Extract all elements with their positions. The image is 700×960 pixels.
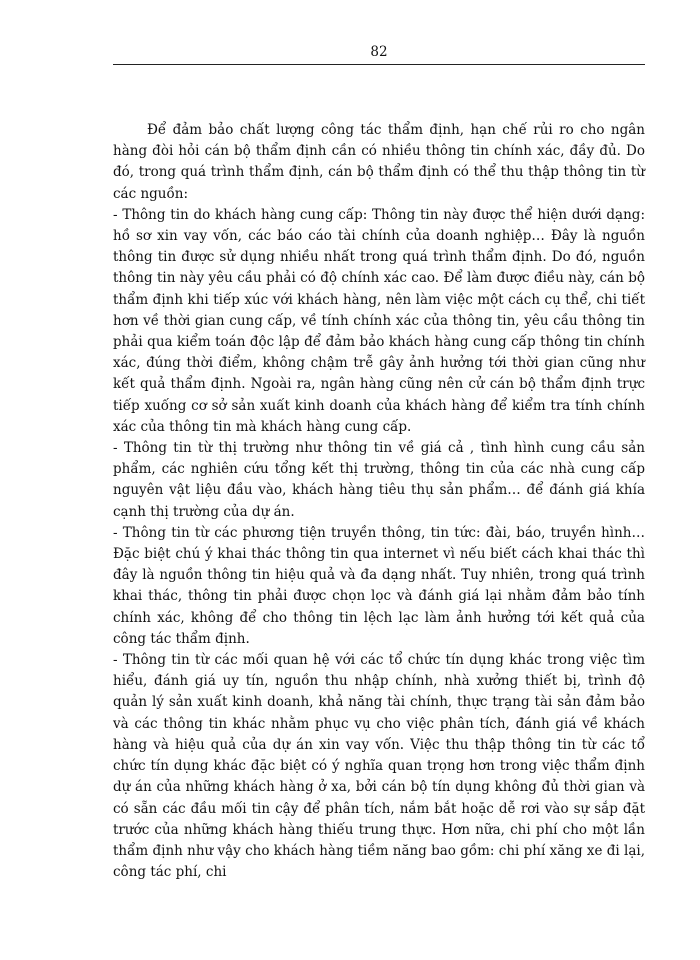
page-number: 82 (370, 44, 388, 60)
intro-paragraph: Để đảm bảo chất lượng công tác thẩm định, hạn chế rủi ro cho ngân hàng đòi hỏi cán bộ thẩm định cần có nhiều thông tin chính xác, đầy đủ. Do đó, trong quá trình thẩm định, cán bộ thẩm định có thể thu thập thông tin từ các nguồn: (113, 122, 645, 202)
source-market-paragraph: - Thông tin từ thị trường như thông tin về giá cả , tình hình cung cầu sản phẩm, các nghiên cứu tổng kết thị trường, thông tin của các nhà cung cấp nguyên vật liệu đầu vào, khách hàng tiêu thụ sản phẩm… để đánh giá khía cạnh thị trường của dự án. (113, 440, 645, 520)
source-credit-institutions-paragraph: - Thông tin từ các mối quan hệ với các tổ chức tín dụng khác trong việc tìm hiểu, đánh giá uy tín, nguồn thu nhập chính, nhà xưởng thiết bị, trình độ quản lý sản xuất kinh doanh, khả năng tài chính, thực trạng tài sản đảm bảo và các thông tin khác nhằm phục vụ cho việc phân tích, đánh giá về khách hàng và hiệu quả của dự án xin vay vốn. Việc thu thập thông tin từ các tổ chức tín dụng khác đặc biệt có ý nghĩa quan trọng hơn trong việc thẩm định dự án của những khách hàng ở xa, bởi cán bộ tín dụng không đủ thời gian và có sẵn các đầu mối tin cậy để phân tích, nắm bắt hoặc dễ rơi vào sự sắp đặt trước của những khách hàng thiếu trung thực. Hơn nữa, chi phí cho một lần thẩm định như vậy cho khách hàng tiềm năng bao gồm: chi phí xăng xe đi lại, công tác phí, chi (113, 652, 645, 881)
source-media-paragraph: - Thông tin từ các phương tiện truyền thông, tin tức: đài, báo, truyền hình… Đặc biệt chú ý khai thác thông tin qua internet vì nếu biết cách khai thác thì đây là nguồn thông tin hiệu quả và đa dạng nhất. Tuy nhiên, trong quá trình khai thác, thông tin phải được chọn lọc và đánh giá lại nhằm đảm bảo tính chính xác, không để cho thông tin lệch lạc làm ảnh hưởng tới kết quả của công tác thẩm định. (113, 524, 645, 647)
source-customer-paragraph: - Thông tin do khách hàng cung cấp: Thông tin này được thể hiện dưới dạng: hồ sơ xin vay vốn, các báo cáo tài chính của doanh nghiệp… Đây là nguồn thông tin được sử dụng nhiều nhất trong quá trình thẩm định. Do đó, nguồn thông tin này yêu cầu phải có độ chính xác cao. Để làm được điều này, cán bộ thẩm định khi tiếp xúc với khách hàng, nên làm việc một cách cụ thể, chi tiết hơn về thời gian cung cấp, về tính chính xác của thông tin, yêu cầu thông tin phải qua kiểm toán độc lập để đảm bảo khách hàng cung cấp thông tin chính xác, đúng thời điểm, không chậm trễ gây ảnh hưởng tới thời gian cũng như kết quả thẩm định. Ngoài ra, ngân hàng cũng nên cử cán bộ thẩm định trực tiếp xuống cơ sở sản xuất kinh doanh của khách hàng để kiểm tra tính chính xác của thông tin mà khách hàng cung cấp. (113, 206, 645, 435)
body-text (113, 120, 645, 883)
page-header (113, 38, 645, 65)
